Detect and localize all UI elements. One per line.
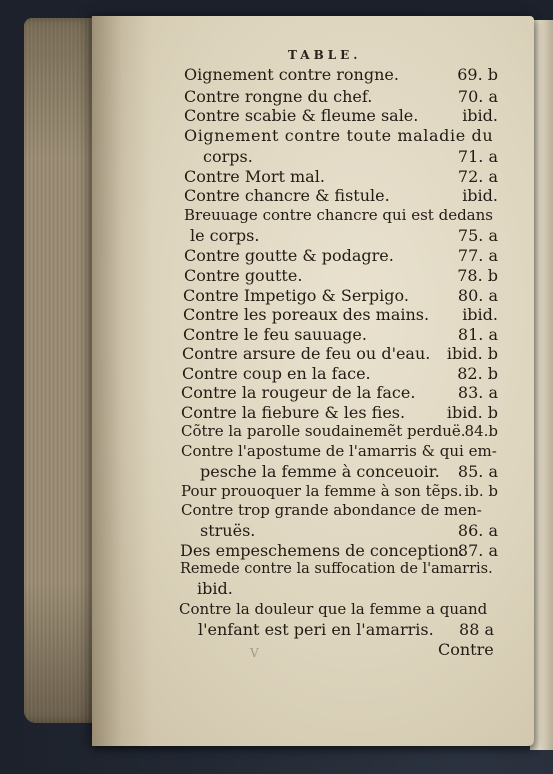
toc-entry-page: 82. b <box>457 364 498 383</box>
toc-entry-text: Oignement contre rongne. <box>184 65 399 84</box>
toc-entry-text: Des empeschemens de conception. <box>180 541 465 560</box>
toc-entry-text: Contre scabie & fleume sale. <box>184 106 419 125</box>
toc-entry-text: Contre chancre & fistule. <box>184 186 390 205</box>
toc-entry-page: 83. a <box>457 383 498 402</box>
signature-mark: V <box>250 646 259 660</box>
toc-entry-page: 80. a <box>457 286 498 305</box>
toc-entry-page: ibid. <box>462 106 498 125</box>
toc-entry-text: corps. <box>203 147 253 166</box>
toc-entry-text: Contre coup en la face. <box>182 364 371 383</box>
toc-entry-page: 86. a <box>457 521 498 540</box>
toc-entry-text: Remede contre la suffocation de l'amarris. <box>180 561 493 577</box>
toc-entry-page: ibid. b <box>446 403 498 422</box>
toc-entry-page: 75. a <box>457 226 498 245</box>
toc-entry-page: 71. a <box>457 147 498 166</box>
toc-entry-text: Contre trop grande abondance de men- <box>181 501 482 519</box>
toc-entry-page: ibid. b <box>446 344 498 363</box>
toc-entry-text: Contre la douleur que la femme a quand <box>179 600 488 618</box>
toc-entry-page: ib. b <box>464 482 498 500</box>
toc-entry-text: l'enfant est peri en l'amarris. <box>198 620 434 639</box>
toc-entry-text: Breuuage contre chancre qui est dedans <box>184 206 493 224</box>
toc-entry-text: Contre arsure de feu ou d'eau. <box>182 344 431 363</box>
toc-entry-page: 70. a <box>457 87 498 106</box>
toc-entry-page: 87. a <box>457 541 498 560</box>
toc-entry-text: Contre goutte. <box>184 266 303 285</box>
toc-entry-text: Contre le feu sauuage. <box>183 325 367 344</box>
toc-entry-page: 88 a <box>459 620 494 639</box>
toc-entry-text: ibid. <box>197 579 233 598</box>
toc-entry-page: 69. b <box>457 65 498 84</box>
toc-entry-text: Contre rongne du chef. <box>184 87 373 106</box>
catchword <box>438 641 494 658</box>
toc-entry-page: 72. a <box>457 167 498 186</box>
toc-entry-page: 84.b <box>464 422 498 440</box>
running-head: TABLE. <box>288 48 362 62</box>
toc-entry-text: pesche la femme à conceuoir. <box>200 462 440 481</box>
toc-entry-text: le corps. <box>190 226 260 245</box>
toc-entry-text: struës. <box>200 521 256 540</box>
toc-entry-page: 77. a <box>457 246 498 265</box>
toc-entry-text: Contre l'apostume de l'amarris & qui em- <box>181 442 497 460</box>
toc-entry-text: Contre les poreaux des mains. <box>183 305 430 324</box>
toc-entry-text: Cõtre la parolle soudainemẽt perduë. <box>181 422 466 440</box>
toc-entry-text: Contre goutte & podagre. <box>184 246 394 265</box>
toc-entry-text: Contre la rougeur de la face. <box>181 383 416 402</box>
toc-entry-page: ibid. <box>462 186 498 205</box>
toc-entry-text: Contre la fiebure & les fies. <box>181 403 406 422</box>
toc-entry-page: 78. b <box>457 266 498 285</box>
toc-entry-text: Contre Impetigo & Serpigo. <box>183 286 409 305</box>
toc-entry-text: Pour prouoquer la femme à son tẽps. <box>181 482 463 500</box>
toc-entry-page: 85. a <box>457 462 498 481</box>
toc-entry-page: 81. a <box>457 325 498 344</box>
toc-entry-text: Oignement contre toute maladie du <box>184 126 494 145</box>
toc-entry-page: ibid. <box>462 305 498 324</box>
toc-entry-text: Contre Mort mal. <box>184 167 325 186</box>
catchword-text: Contre <box>438 640 494 659</box>
